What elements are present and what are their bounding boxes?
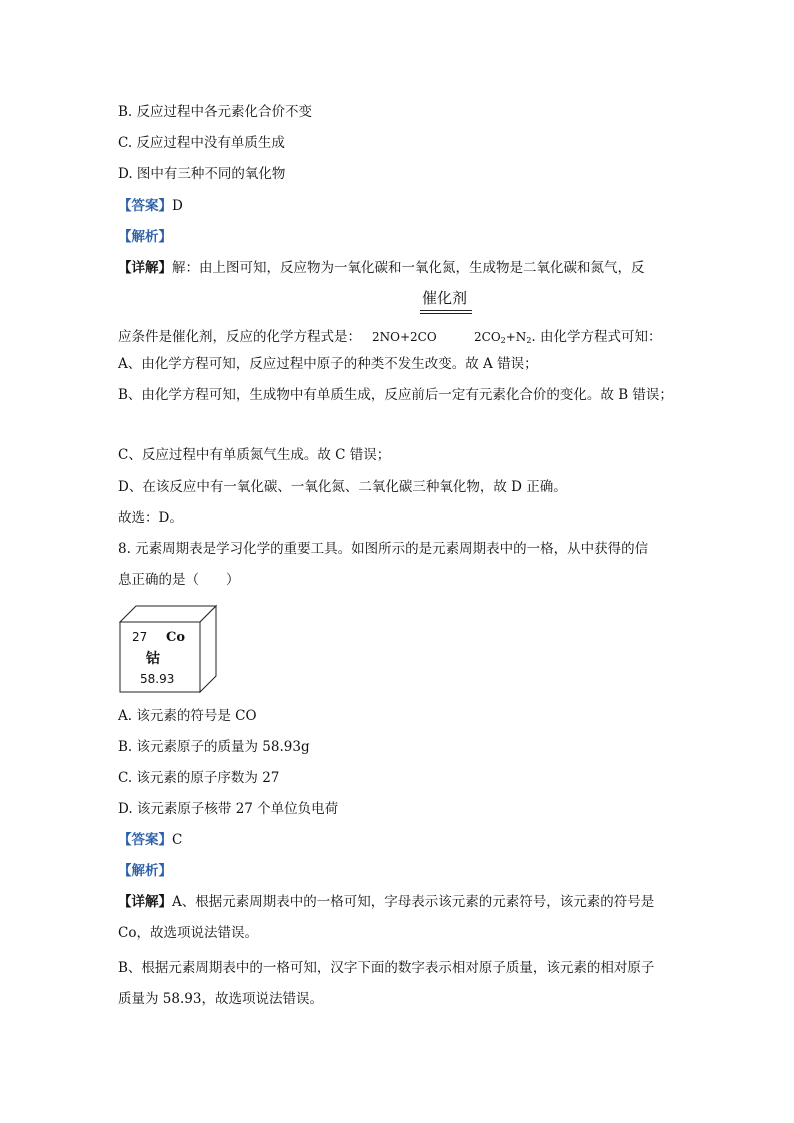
element-name: 钴 <box>146 651 160 667</box>
answer-line <box>118 196 183 216</box>
q8-option-b: B. 该元素原子的质量为 58.93g <box>118 739 310 755</box>
detail-text: 解：由上图可知，反应物为一氧化碳和一氧化氮，生成物是二氧化碳和氮气，反 <box>172 260 645 276</box>
catalyst-label: 催化剂 <box>422 289 468 307</box>
equation-left: 2NO+2CO <box>372 330 437 344</box>
q8-option-c: C. 该元素的原子序数为 27 <box>118 770 280 786</box>
q8-option-d: D. 该元素原子核带 27 个单位负电荷 <box>118 801 339 817</box>
element-atomic-number: 27 <box>132 630 148 644</box>
explain-a: A、由化学方程可知，反应过程中原子的种类不发生改变。故 A 错误； <box>118 356 538 372</box>
analysis2-tag: 【解析】 <box>118 863 172 879</box>
analysis-tag: 【解析】 <box>118 229 172 245</box>
q8-option-a: A. 该元素的符号是 CO <box>118 708 257 724</box>
detail-line <box>118 258 645 278</box>
explain-b: B、由化学方程可知，生成物中有单质生成，反应前后一定有元素化合价的变化。故 B 错误； <box>118 387 673 403</box>
element-atomic-mass: 58.93 <box>140 672 175 686</box>
choose-line: 故选：D。 <box>118 510 183 526</box>
detail2-line2: Co，故选项说法错误。 <box>118 925 258 941</box>
detail2-line3: B、根据元素周期表中的一格可知，汉字下面的数字表示相对原子质量，该元素的相对原子 <box>118 960 655 976</box>
analysis2-line <box>118 861 172 881</box>
analysis-line <box>118 227 172 247</box>
detail2-line1 <box>118 892 654 912</box>
equation-arrow-line-2 <box>420 313 472 314</box>
option-b: B. 反应过程中各元素化合价不变 <box>118 104 313 120</box>
detail2-tag: 【详解】 <box>118 894 172 910</box>
element-symbol: Co <box>166 630 186 645</box>
equation-right: $2CO_2+N_2$. 由化学方程式可知： <box>474 329 662 345</box>
answer2-value: C <box>172 832 183 848</box>
detail-tag: 【详解】 <box>118 260 172 276</box>
explain-c: C、反应过程中有单质氮气生成。故 C 错误； <box>118 447 391 463</box>
condition-line <box>118 327 361 347</box>
option-c: C. 反应过程中没有单质生成 <box>118 135 285 151</box>
answer2-tag: 【答案】 <box>118 832 172 848</box>
answer-value: D <box>172 198 183 214</box>
condition-text: 应条件是催化剂，反应的化学方程式是： <box>118 329 361 345</box>
equation-arrow-line <box>420 310 472 311</box>
question-8-line1: 8. 元素周期表是学习化学的重要工具。如图所示的是元素周期表中的一格，从中获得的信 <box>118 541 649 557</box>
detail2-text1: A、根据元素周期表中的一格可知，字母表示该元素的元素符号，该元素的符号是 <box>172 894 655 910</box>
detail2-line4: 质量为 58.93，故选项说法错误。 <box>118 991 323 1007</box>
answer-tag: 【答案】 <box>118 198 172 214</box>
explain-d: D、在该反应中有一氧化碳、一氧化氮、二氧化碳三种氧化物，故 D 正确。 <box>118 479 567 495</box>
question-8-line2: 息正确的是（ ） <box>118 572 240 588</box>
answer2-line <box>118 830 182 850</box>
option-d: D. 图中有三种不同的氧化物 <box>118 166 286 182</box>
